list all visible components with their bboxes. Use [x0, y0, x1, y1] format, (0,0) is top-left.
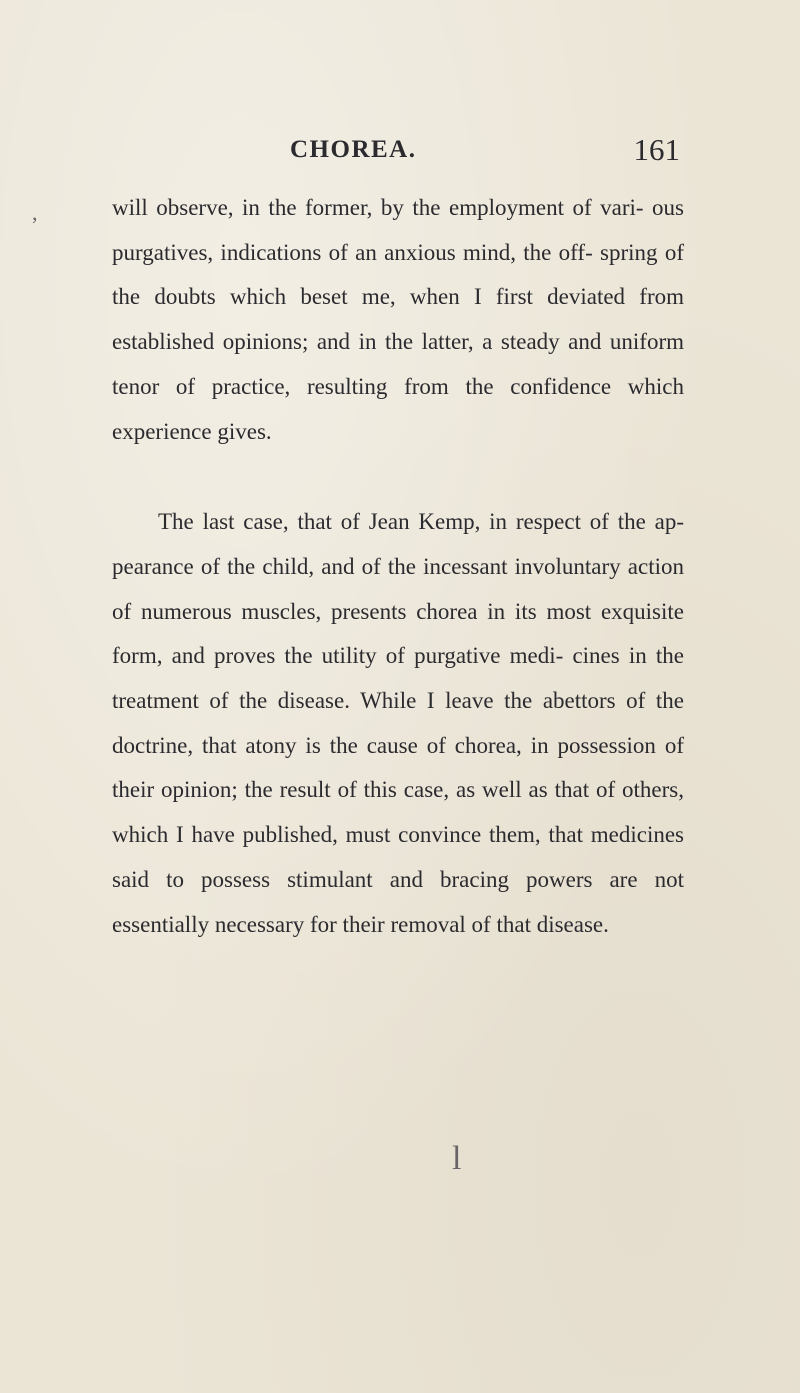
running-head: CHOREA. — [290, 136, 417, 163]
body-text — [112, 186, 684, 947]
margin-mark-comma: , — [32, 200, 38, 225]
page-header — [290, 132, 690, 176]
paragraph-jean-kemp-case: The last case, that of Jean Kemp, in respect of the ap- pearance of the child, and of the incessant involuntary action of numerous muscles, presents chorea in its most exquisite form, and proves the utility of purgative medi- cines in the treatment of the disease. While I leave the abettors of the doctrine, that atony is the cause of chorea, in possession of their opinion; the result of this case, as well as that of others, which I have published, must convince them, that medicines said to possess stimulant and bracing powers are not essentially necessary for their removal of that disease. — [112, 509, 684, 937]
page-number: 161 — [633, 132, 680, 167]
paragraph-continuation: will observe, in the former, by the employment of vari- ous purgatives, indications of an anxious mind, the off- spring of the doubts which beset me, when I first deviated from established opinions; and in the latter, a steady and uniform tenor of practice, resulting from the confidence which experience gives. — [112, 195, 684, 444]
stray-mark: l — [452, 1140, 462, 1177]
